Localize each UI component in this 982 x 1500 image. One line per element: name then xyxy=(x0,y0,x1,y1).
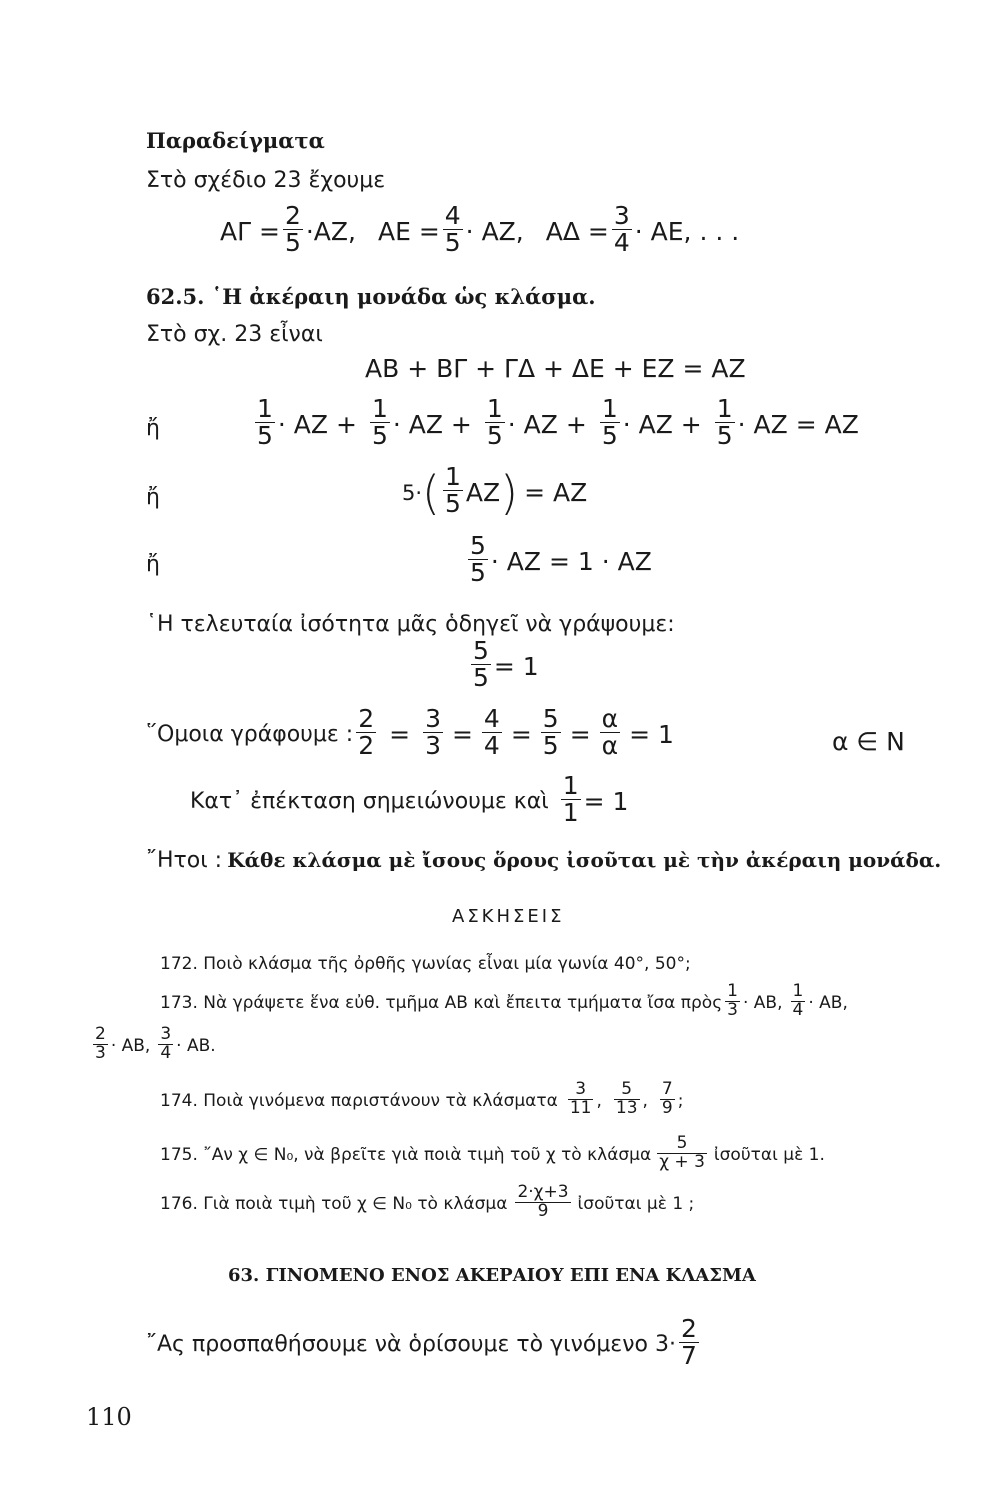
or-label-3: ἤ xyxy=(146,552,160,577)
examples-heading: Παραδείγματα xyxy=(146,128,325,153)
eq-ae-rhs: · ΑΖ, xyxy=(465,217,524,247)
fraction-5-5: $\frac{5}{5}$ xyxy=(470,531,486,588)
conclusion xyxy=(146,848,941,873)
eq-ad-lhs: ΑΔ = xyxy=(545,217,609,247)
eq-ae-lhs: ΑΕ = xyxy=(377,217,440,247)
fraction-5-over-x-plus-3: $\frac{5}{\chi + 3}$ xyxy=(659,1133,705,1172)
conclusion-statement: Κάθε κλάσμα μὲ ἴσους ὅρους ἰσοῦται μὲ τὴν ἀκέραιη μονάδα. xyxy=(227,848,942,872)
similarly-equation: ῞Ομοια γράφουμε : $\frac{2}{2}$ = $\frac{3}{3}$ = $\frac{4}{4}$ = $\frac{5}{5}$ = $\frac{\alpha}{\alpha}$ = 1 xyxy=(146,704,674,761)
exercise-173: 173. Νὰ γράψετε ἕνα εὐθ. τμῆμα ΑΒ καὶ ἔπειτα τμήματα ἴσα πρὸς $\frac{1}{3}$ · ΑΒ, $\frac{1}{4}$ · ΑΒ, xyxy=(160,981,848,1020)
fraction-1-5: $\frac{1}{5}$ xyxy=(371,394,388,451)
extension-text: Κατ᾿ ἐπέκταση σημειώνουμε καὶ xyxy=(190,789,549,815)
fraction-1-3: $\frac{1}{3}$ xyxy=(727,981,738,1020)
alpha-in-naturals: α ∈ Ν xyxy=(832,727,905,756)
fraction-3-4: $\frac{3}{4}$ xyxy=(160,1024,172,1063)
or-label-2: ἤ xyxy=(146,485,160,510)
fraction-7-9: $\frac{7}{9}$ xyxy=(661,1079,673,1118)
conclusion-prefix: ῎Ητοι : xyxy=(146,848,223,873)
eq-ag-rhs: ·ΑΖ, xyxy=(305,217,356,247)
exercise-174: 174. Ποιὰ γινόμενα παριστάνουν τὰ κλάσματα $\frac{3}{11}$ , $\frac{5}{13}$ , $\frac{7}{9}$ ; xyxy=(160,1079,684,1118)
five-times-fifth-equation: 5· ( $\frac{1}{5}$ ΑΖ ) = ΑΖ xyxy=(402,462,588,520)
fraction-3-4: $\frac{3}{4}$ xyxy=(613,201,630,258)
fraction-1-5: $\frac{1}{5}$ xyxy=(257,394,273,451)
exercise-175: 175. ῎Αν χ ∈ Ν₀, νὰ βρεῖτε γιὰ ποιὰ τιμὴ τοῦ χ τὸ κλάσμα $\frac{5}{\chi + 3}$ ἰσοῦται μὲ 1. xyxy=(160,1133,825,1172)
fraction-3-11: $\frac{3}{11}$ xyxy=(569,1079,592,1118)
last-equation-text: ῾Η τελευταία ἰσότητα μᾶς ὁδηγεῖ νὰ γράψουμε: xyxy=(146,612,675,637)
fraction-4-4: $\frac{4}{4}$ xyxy=(483,704,500,761)
five-over-five-equals-one: $\frac{5}{5}$ = 1 xyxy=(473,636,539,693)
fifths-sum-equation: $\frac{1}{5}$ · ΑΖ + $\frac{1}{5}$ · ΑΖ + $\frac{1}{5}$ · ΑΖ + $\frac{1}{5}$ · ΑΖ + $\frac{1}{5}$ · ΑΖ = ΑΖ xyxy=(257,394,859,451)
fraction-4-5: $\frac{4}{5}$ xyxy=(444,201,461,258)
fraction-1-5: $\frac{1}{5}$ xyxy=(445,462,461,519)
fraction-1-4: $\frac{1}{4}$ xyxy=(792,981,804,1020)
fraction-5-5: $\frac{5}{5}$ xyxy=(542,704,559,761)
fraction-2-5: $\frac{2}{5}$ xyxy=(284,201,301,258)
five-fifths-equation: $\frac{5}{5}$ · ΑΖ = 1 · ΑΖ xyxy=(470,531,652,588)
equation-ag-ae-ad xyxy=(220,201,740,259)
sx23-text: Στὸ σχ. 23 εἶναι xyxy=(146,322,323,347)
product-definition-text: ῎Ας προσπαθήσουμε νὰ ὁρίσουμε τὸ γινόμενο 3· xyxy=(146,1332,676,1358)
fraction-2-7: $\frac{2}{7}$ xyxy=(680,1314,697,1371)
exercise-172: 172. Ποιὸ κλάσμα τῆς ὀρθῆς γωνίας εἶναι μία γωνία 40°, 50°; xyxy=(160,954,691,974)
sum-equation: ΑΒ + ΒΓ + ΓΔ + ΔΕ + ΕΖ = ΑΖ xyxy=(365,354,746,383)
section-63-title: 63. ΓΙΝΟΜΕΝΟ ΕΝΟΣ ΑΚΕΡΑΙΟΥ ΕΠΙ ΕΝΑ ΚΛΑΣΜΑ xyxy=(228,1265,756,1286)
or-label-1: ἤ xyxy=(146,416,160,441)
fraction-alpha-alpha: $\frac{\alpha}{\alpha}$ xyxy=(601,704,619,761)
similarly-label: ῞Ομοια γράφουμε : xyxy=(146,722,354,748)
intro-text: Στὸ σχέδιο 23 ἔχουμε xyxy=(146,168,386,193)
fraction-2x-plus-3-over-9: $\frac{2\cdot\chi+3}{9}$ xyxy=(517,1182,569,1221)
fraction-2-3: $\frac{2}{3}$ xyxy=(95,1024,106,1063)
fraction-1-5: $\frac{1}{5}$ xyxy=(486,394,503,451)
exercise-176: 176. Γιὰ ποιὰ τιμὴ τοῦ χ ∈ Ν₀ τὸ κλάσμα $\frac{2\cdot\chi+3}{9}$ ἰσοῦται μὲ 1 ; xyxy=(160,1182,695,1221)
exercises-title: ΑΣΚΗΣΕΙΣ xyxy=(452,906,565,927)
fraction-5-5: $\frac{5}{5}$ xyxy=(473,636,489,693)
product-definition-line xyxy=(146,1314,702,1372)
fraction-5-13: $\frac{5}{13}$ xyxy=(615,1079,638,1118)
eq-ag-lhs: ΑΓ = xyxy=(220,217,280,247)
fraction-3-3: $\frac{3}{3}$ xyxy=(425,704,441,761)
page-number: 110 xyxy=(86,1403,132,1431)
fraction-2-2: $\frac{2}{2}$ xyxy=(358,704,375,761)
section-62-5-title: 62.5. ῾Η ἀκέραιη μονάδα ὡς κλάσμα. xyxy=(146,284,596,309)
eq-ad-rhs: · ΑΕ, . . . xyxy=(634,217,740,247)
fraction-1-5: $\frac{1}{5}$ xyxy=(601,394,618,451)
fraction-1-5: $\frac{1}{5}$ xyxy=(716,394,733,451)
extension-equation: Κατ᾿ ἐπέκταση σημειώνουμε καὶ $\frac{1}{1}$ = 1 xyxy=(190,771,629,828)
exercise-173-continued: $\frac{2}{3}$ · ΑΒ, $\frac{3}{4}$ · ΑΒ. xyxy=(95,1024,216,1063)
fraction-1-1: $\frac{1}{1}$ xyxy=(562,771,579,828)
